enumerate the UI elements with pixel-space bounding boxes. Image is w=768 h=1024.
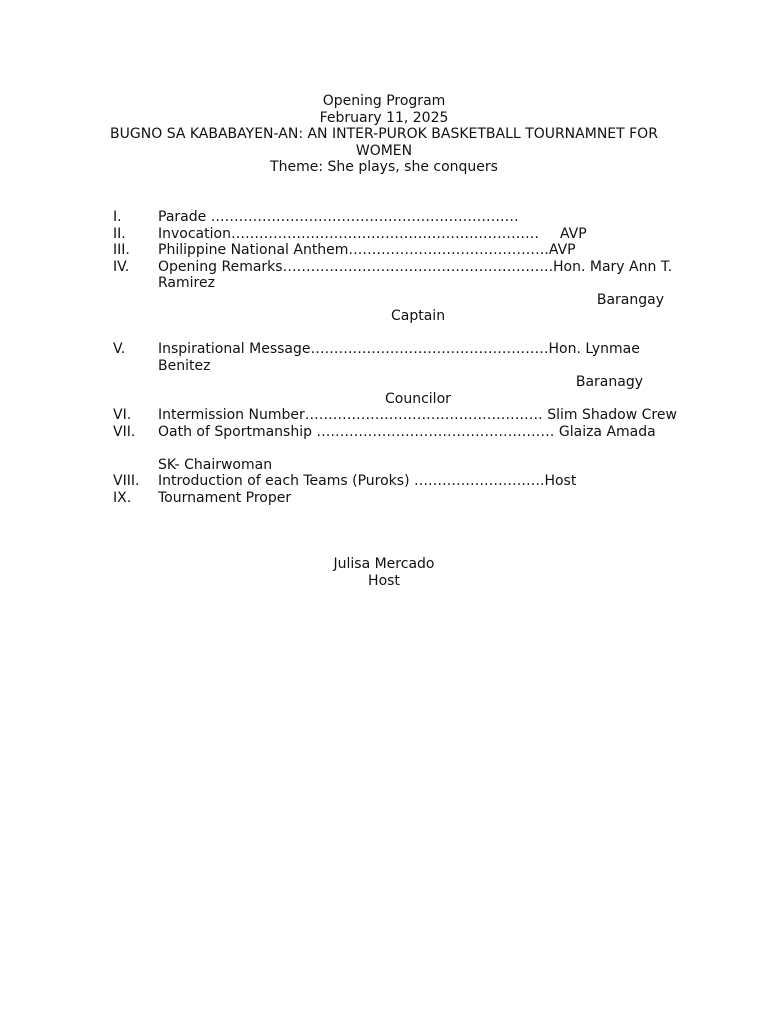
item-number: II. bbox=[113, 226, 126, 242]
item-number: V. bbox=[113, 341, 126, 357]
item-number: I. bbox=[113, 209, 122, 225]
item-number: IV. bbox=[113, 259, 130, 275]
item-number: VIII. bbox=[113, 473, 140, 489]
item-text: Philippine National Anthem…………………………………….AVP bbox=[158, 242, 576, 258]
item-text: Invocation………………………………………………………… bbox=[158, 226, 539, 242]
item-role-continued: Councilor bbox=[385, 391, 451, 407]
item-role: SK- Chairwoman bbox=[158, 457, 273, 473]
item-text: Parade ………………………………………………………… bbox=[158, 209, 519, 225]
item-text: Oath of Sportmanship …………………………………………… Glaiza Amada bbox=[158, 424, 656, 440]
item-role: Barangay bbox=[596, 292, 664, 308]
event-title-line1: BUGNO SA KABABAYEN-AN: AN INTER-PUROK BASKETBALL TOURNAMNET FOR bbox=[110, 126, 658, 142]
program-heading: Opening Program bbox=[322, 93, 446, 109]
item-text: Inspirational Message……………………………………………Hon. Lynmae bbox=[158, 341, 640, 357]
item-text-continued: Benitez bbox=[158, 358, 211, 374]
item-text: Introduction of each Teams (Puroks) ……………………….Host bbox=[158, 473, 577, 489]
item-role: Baranagy bbox=[575, 374, 643, 390]
host-role: Host bbox=[368, 573, 400, 589]
event-theme: Theme: She plays, she conquers bbox=[270, 159, 498, 175]
item-assignee: AVP bbox=[560, 226, 587, 242]
item-text-continued: Ramirez bbox=[158, 275, 215, 291]
item-number: IX. bbox=[113, 490, 132, 506]
host-name: Julisa Mercado bbox=[333, 556, 435, 572]
item-text: Tournament Proper bbox=[158, 490, 292, 506]
item-text: Opening Remarks………………………………………………….Hon. Mary Ann T. bbox=[158, 259, 673, 275]
item-number: III. bbox=[113, 242, 130, 258]
event-title-line2: WOMEN bbox=[355, 143, 413, 159]
program-date: February 11, 2025 bbox=[319, 110, 449, 126]
item-number: VII. bbox=[113, 424, 136, 440]
item-number: VI. bbox=[113, 407, 132, 423]
item-text: Intermission Number…………………………………………… Slim Shadow Crew bbox=[158, 407, 677, 423]
item-role-continued: Captain bbox=[391, 308, 446, 324]
